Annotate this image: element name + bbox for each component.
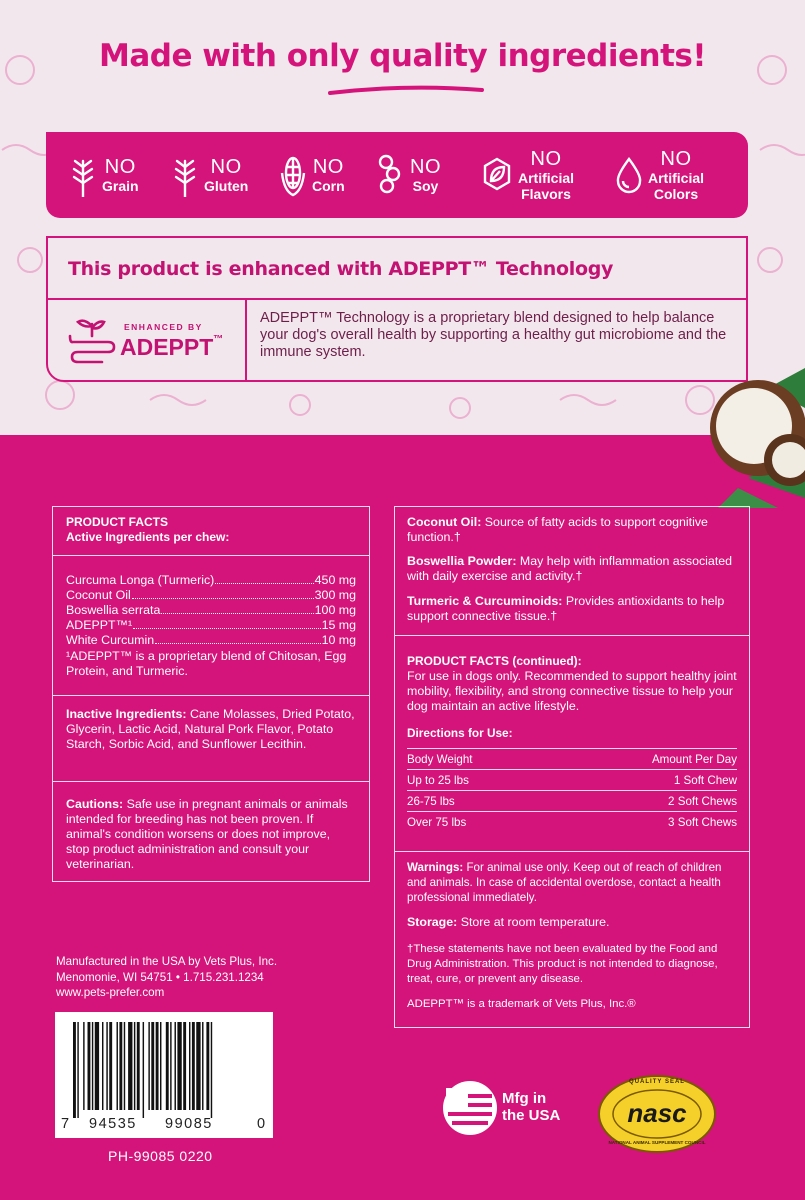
benefit-coconut-oil: Coconut Oil: Source of fatty acids to support cognitive function.†: [407, 515, 708, 544]
table-header: Body Weight Amount Per Day: [407, 749, 737, 770]
wheat-icon: [68, 153, 98, 197]
divider: [395, 635, 749, 636]
barcode-bar: [88, 1022, 91, 1110]
barcode-bar: [156, 1022, 159, 1110]
divider: [53, 555, 369, 556]
wheat-icon: [170, 153, 200, 197]
product-facts-continued: PRODUCT FACTS (continued): For use in dogs only. Recommended to support healthy joint mobility, flexibility, and strong connective tissue to help your dog maintain an active lifestyle. Directions for Use: Body Weight Amount Per Day Up to 25 lbs 1 Soft Chew 26-75 lbs 2 Soft Chews Over 75 lbs 3 Soft Chews: [395, 654, 749, 833]
barcode-bar: [92, 1022, 93, 1110]
leaf-icon: [480, 153, 514, 197]
warnings-section: [395, 860, 749, 1012]
headline-emphasis: quality: [369, 38, 488, 74]
nasc-quality-seal: [596, 1074, 718, 1154]
active-ingredients-heading: Active Ingredients per chew:: [66, 530, 230, 544]
inactive-ingredients: Inactive Ingredients: Cane Molasses, Dried Potato, Glycerin, Lactic Acid, Natural Pork Flavor, Potato Starch, Sorbic Acid, and Sunflower Lecithin.: [66, 707, 355, 751]
barcode-bar: [134, 1022, 135, 1110]
barcode-bar: [117, 1022, 118, 1110]
barcode-bar: [192, 1022, 195, 1110]
warnings: Warnings: For animal use only. Keep out of reach of children and animals. In case of accidental overdose, contact a health professional immediately.: [407, 861, 722, 904]
barcode-bar: [73, 1022, 76, 1118]
flag-icon: [442, 1080, 498, 1136]
ingredient-row: White Curcumin 10 mg: [66, 633, 356, 647]
benefit-turmeric: Turmeric & Curcuminoids: Provides antioxidants to help support connective tissue.†: [407, 594, 725, 623]
adeppt-box: [46, 236, 748, 382]
barcode-bar: [166, 1022, 169, 1110]
benefit-boswellia: Boswellia Powder: May help with inflammation associated with daily exercise and activity.†: [407, 554, 733, 583]
headline-underline: [326, 82, 486, 98]
barcode-bar: [83, 1022, 84, 1110]
divider: [395, 851, 749, 852]
adeppt-title: This product is enhanced with ADEPPT™ Technology: [68, 258, 614, 280]
cautions: Cautions: Safe use in pregnant animals or animals intended for breeding has not been proven. If animal's condition worsens or does not improve, stop product administration and consult your veterinarian.: [66, 797, 348, 871]
barcode-bar: [77, 1022, 78, 1118]
barcode-bar: [183, 1022, 186, 1110]
barcode-bar: [137, 1022, 140, 1110]
coconut-illustration: [678, 368, 805, 508]
barcode-bar: [160, 1022, 161, 1110]
barcode-bar: [95, 1022, 99, 1110]
barcode-bar: [119, 1022, 122, 1110]
storage: Storage: Store at room temperature.: [407, 915, 610, 929]
directions-label: Directions for Use:: [407, 726, 513, 740]
ingredient-row: Boswellia serrata 100 mg: [66, 603, 356, 617]
free-from-bar: [46, 132, 748, 218]
barcode-bar: [143, 1022, 144, 1118]
barcode-bar: [202, 1022, 203, 1110]
barcode-bar: [177, 1022, 181, 1110]
barcode-bar: [102, 1022, 103, 1110]
claim-no-grain: NO Grain: [68, 132, 139, 218]
product-facts-heading: PRODUCT FACTS: [66, 515, 168, 529]
adeppt-description: ADEPPT™ Technology is a proprietary blend designed to help balance your dog's overall health by supporting a healthy gut microbiome and the immune system.: [260, 310, 727, 360]
seal-bottom: NATIONAL ANIMAL SUPPLEMENT COUNCIL: [608, 1140, 706, 1145]
barcode-bar: [128, 1022, 132, 1110]
manufacturer-info: Manufactured in the USA by Vets Plus, Inc. Menomonie, WI 54751 • 1.715.231.1234 www.pets-prefer.com: [56, 955, 278, 1000]
part-number: PH-99085 0220: [108, 1148, 213, 1164]
barcode-bar: [196, 1022, 200, 1110]
adeppt-footnote: ¹ADEPPT™ is a proprietary blend of Chitosan, Egg Protein, and Turmeric.: [66, 649, 347, 678]
barcode: 7 94535 99085 0: [55, 1012, 273, 1138]
divider: [245, 298, 247, 382]
seal-top: QUALITY SEAL: [629, 1079, 685, 1085]
barcode-bar: [175, 1022, 176, 1110]
ingredient-row: Curcuma Longa (Turmeric) 450 mg: [66, 573, 356, 587]
soybean-icon: [376, 153, 406, 197]
made-in-usa-badge: Mfg in the USA: [442, 1080, 602, 1140]
barcode-bar: [170, 1022, 171, 1110]
barcode-bar: [109, 1022, 112, 1110]
trademark-note: ADEPPT™ is a trademark of Vets Plus, Inc.®: [407, 998, 636, 1010]
barcode-bar: [124, 1022, 125, 1110]
barcode-bar: [151, 1022, 154, 1110]
ingredient-row: Coconut Oil 300 mg: [66, 588, 356, 602]
droplet-icon: [614, 153, 644, 197]
ingredient-list: [53, 573, 369, 679]
claim-no-corn: NO Corn: [278, 132, 345, 218]
gut-sprout-icon: [66, 316, 118, 366]
divider: [53, 695, 369, 696]
divider: [48, 298, 746, 300]
table-row: 26-75 lbs 2 Soft Chews: [407, 791, 737, 812]
claim-no-gluten: NO Gluten: [170, 132, 248, 218]
barcode-bar: [106, 1022, 107, 1110]
claim-no-artificial-flavors: NO Artificial Flavors: [480, 132, 574, 218]
benefits-panel: [394, 506, 750, 1028]
adeppt-logo: ENHANCED BY ADEPPT™: [66, 316, 236, 366]
product-facts-panel: [52, 506, 370, 882]
divider: [53, 781, 369, 782]
barcode-bar: [211, 1022, 212, 1118]
ingredient-row: ADEPPT™¹ 15 mg: [66, 618, 356, 632]
dosage-table: [407, 748, 737, 833]
seal-center: nasc: [627, 1098, 687, 1128]
barcode-bar: [206, 1022, 209, 1110]
claim-no-artificial-colors: NO Artificial Colors: [614, 132, 704, 218]
barcode-bars: [73, 1022, 255, 1118]
table-row: Up to 25 lbs 1 Soft Chew: [407, 770, 737, 791]
claim-no-soy: NO Soy: [376, 132, 441, 218]
barcode-bar: [148, 1022, 149, 1110]
corn-icon: [278, 153, 308, 197]
table-row: Over 75 lbs 3 Soft Chews: [407, 816, 737, 829]
barcode-bar: [189, 1022, 190, 1110]
fda-disclaimer: †These statements have not been evaluated by the Food and Drug Administration. This product is not intended to diagnose, treat, cure, or prevent any disease.: [407, 943, 718, 985]
headline: Made with only quality ingredients!: [99, 38, 706, 74]
